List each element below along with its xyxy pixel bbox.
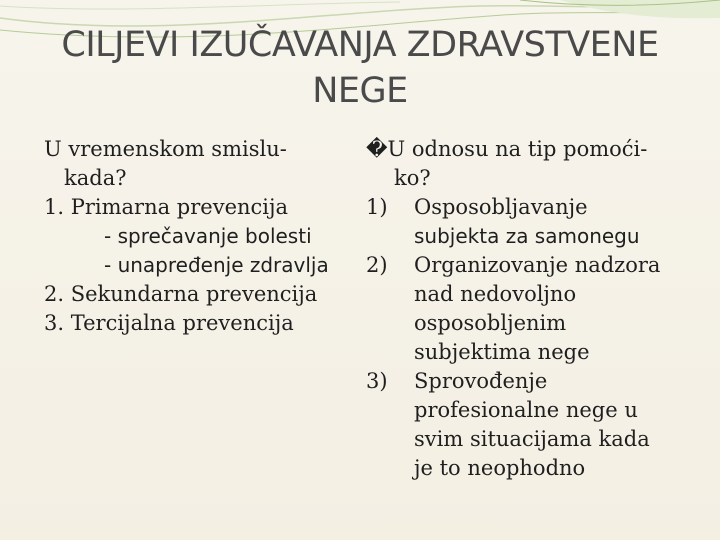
right-item-number: 2) <box>366 253 388 277</box>
left-item-text: Sekundarna prevencija <box>70 282 318 306</box>
right-item-line: osposobljenim <box>414 311 567 335</box>
left-heading-line-2: kada? <box>64 166 127 190</box>
right-heading-line-2: ko? <box>394 166 431 190</box>
slide-title <box>0 22 720 114</box>
left-subitem: - sprečavanje bolesti <box>104 224 312 248</box>
right-list-item <box>366 367 686 483</box>
left-item-number: 2. <box>44 282 65 306</box>
right-item-line: Sprovođenje <box>414 369 548 393</box>
right-column <box>366 135 686 483</box>
right-heading-line-1: �U odnosu na tip pomoći- <box>366 137 648 161</box>
left-item-number: 3. <box>44 311 65 335</box>
left-item-number: 1. <box>44 195 65 219</box>
right-item-line: Osposobljavanje <box>414 195 588 219</box>
right-item-line: subjektima nege <box>414 340 590 364</box>
right-item-line: svim situacijama kada <box>414 427 650 451</box>
left-subitem: - unapređenje zdravlja <box>104 253 329 277</box>
left-item-text: Tercijalna prevencija <box>70 311 294 335</box>
left-list-item <box>44 280 344 309</box>
left-list-item <box>44 193 344 222</box>
right-item-number: 1) <box>366 195 388 219</box>
right-item-line: je to neophodno <box>414 456 586 480</box>
title-line-1: CILJEVI IZUČAVANJA ZDRAVSTVENE <box>61 25 659 65</box>
right-item-line: nad nedovoljno <box>414 282 577 306</box>
right-item-line: profesionalne nege u <box>414 398 638 422</box>
left-column <box>44 135 344 338</box>
right-item-line: Organizovanje nadzora <box>414 253 661 277</box>
left-heading-line-1: U vremenskom smislu- <box>44 137 287 161</box>
right-list-item <box>366 193 686 251</box>
title-line-2: NEGE <box>312 71 408 111</box>
left-item-text: Primarna prevencija <box>70 195 289 219</box>
right-item-number: 3) <box>366 369 388 393</box>
right-item-line: subjekta za samonegu <box>414 224 640 248</box>
right-list-item <box>366 251 686 367</box>
left-list-item <box>44 309 344 338</box>
